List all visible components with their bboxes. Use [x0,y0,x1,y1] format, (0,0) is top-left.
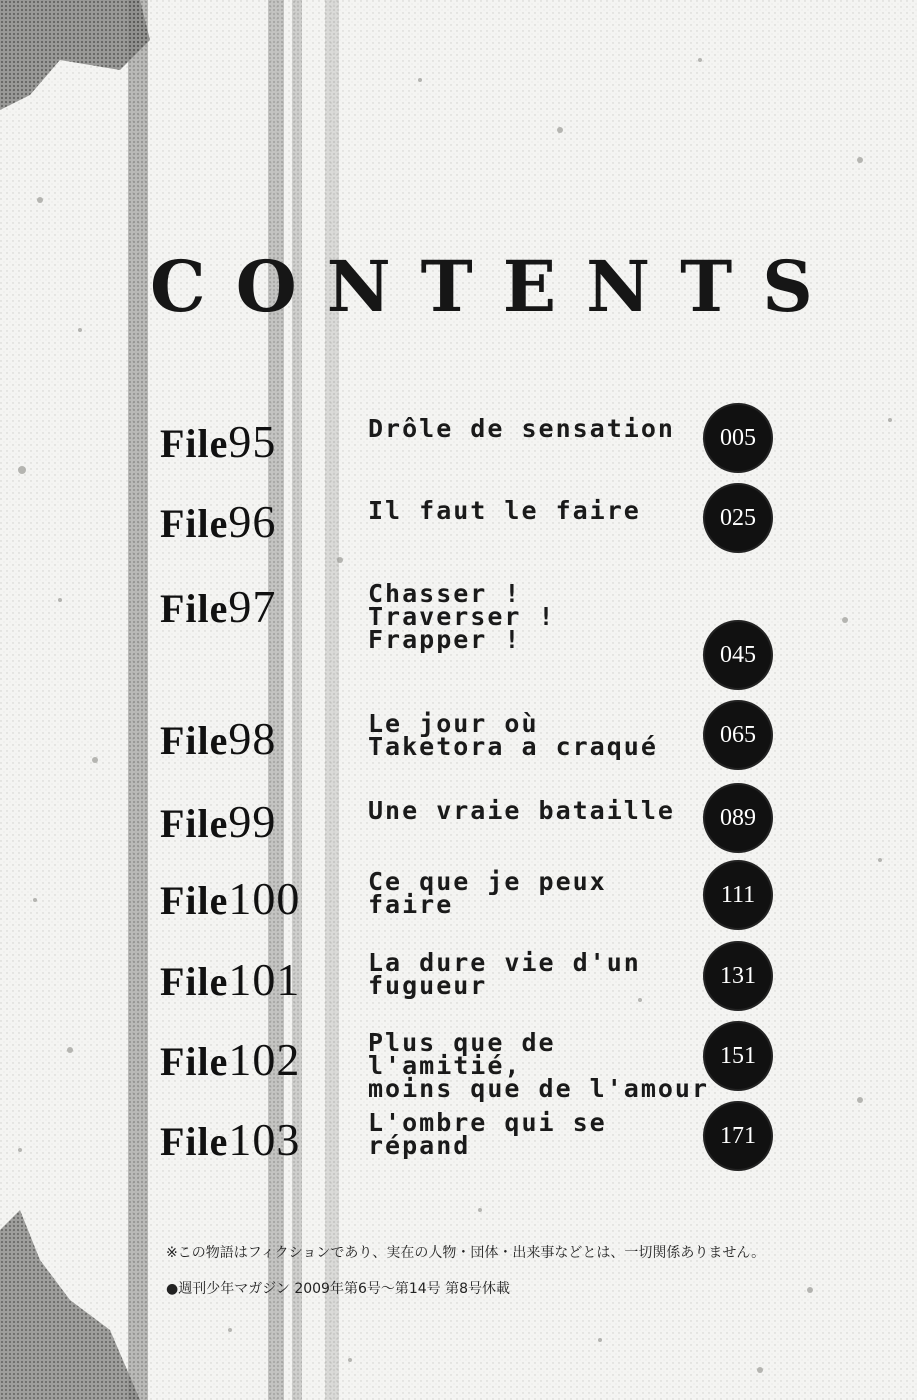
chapter-title: Ce que je peux faire [368,867,607,919]
chapter-file-number [160,712,276,765]
file-label: File [160,1039,229,1084]
publication-note: ●週刊少年マガジン 2009年第6号〜第14号 第8号休載 [166,1281,511,1297]
page-number-badge: 111 [705,862,771,928]
chapter-file-number [160,1113,300,1166]
chapter-title: Plus que de l'amitié, moins que de l'amour [368,1028,710,1103]
file-label: File [160,801,229,846]
file-label: File [160,878,229,923]
page-number-badge: 151 [705,1023,771,1089]
chapter-file-number [160,415,276,468]
chapter-entry [160,867,800,952]
chapter-file-number [160,580,276,633]
file-label: File [160,959,229,1004]
chapter-file-number [160,872,300,925]
chapter-file-number [160,953,300,1006]
file-label: File [160,501,229,546]
page-number-badge: 089 [705,785,771,851]
chapter-file-number [160,795,276,848]
chapter-title: La dure vie d'un fugueur [368,948,641,1000]
chapter-title: Chasser ! Traverser ! Frapper ! [368,579,556,654]
page-number-badge: 005 [705,405,771,471]
chapter-entry [160,709,800,792]
chapter-file-number [160,495,276,548]
file-label: File [160,718,229,763]
chapter-title: Le jour où Taketora a craqué [368,709,658,761]
chapter-title: L'ombre qui se répand [368,1108,607,1160]
file-number: 95 [228,416,277,467]
footnotes [166,1242,765,1314]
file-number: 97 [228,581,277,632]
drip-stripe-1 [128,0,148,1400]
chapter-entry [160,1108,800,1193]
file-number: 99 [228,796,277,847]
file-number: 100 [228,873,301,924]
page-number-badge: 025 [705,485,771,551]
chapter-file-number [160,1033,300,1086]
chapter-entry [160,579,800,668]
file-number: 103 [228,1114,301,1165]
chapter-entry [160,795,800,875]
file-label: File [160,586,229,631]
chapter-entry [160,948,800,1033]
chapter-title: Drôle de sensation [368,414,675,443]
chapter-entry [160,1028,800,1113]
file-number: 102 [228,1034,301,1085]
file-number: 96 [228,496,277,547]
page-number-badge: 065 [705,702,771,768]
file-label: File [160,421,229,466]
chapter-title: Une vraie bataille [368,796,675,825]
chapter-title: Il faut le faire [368,496,641,525]
chapter-entry [160,495,800,575]
file-number: 101 [228,954,301,1005]
file-number: 98 [228,713,277,764]
page-number-badge: 171 [705,1103,771,1169]
page-number-badge: 045 [705,622,771,688]
chapter-entry [160,415,800,495]
contents-heading: CONTENTS [150,245,843,328]
file-label: File [160,1119,229,1164]
fiction-disclaimer: ※この物語はフィクションであり、実在の人物・団体・出来事などとは、一切関係ありません。 [166,1245,766,1261]
page-number-badge: 131 [705,943,771,1009]
